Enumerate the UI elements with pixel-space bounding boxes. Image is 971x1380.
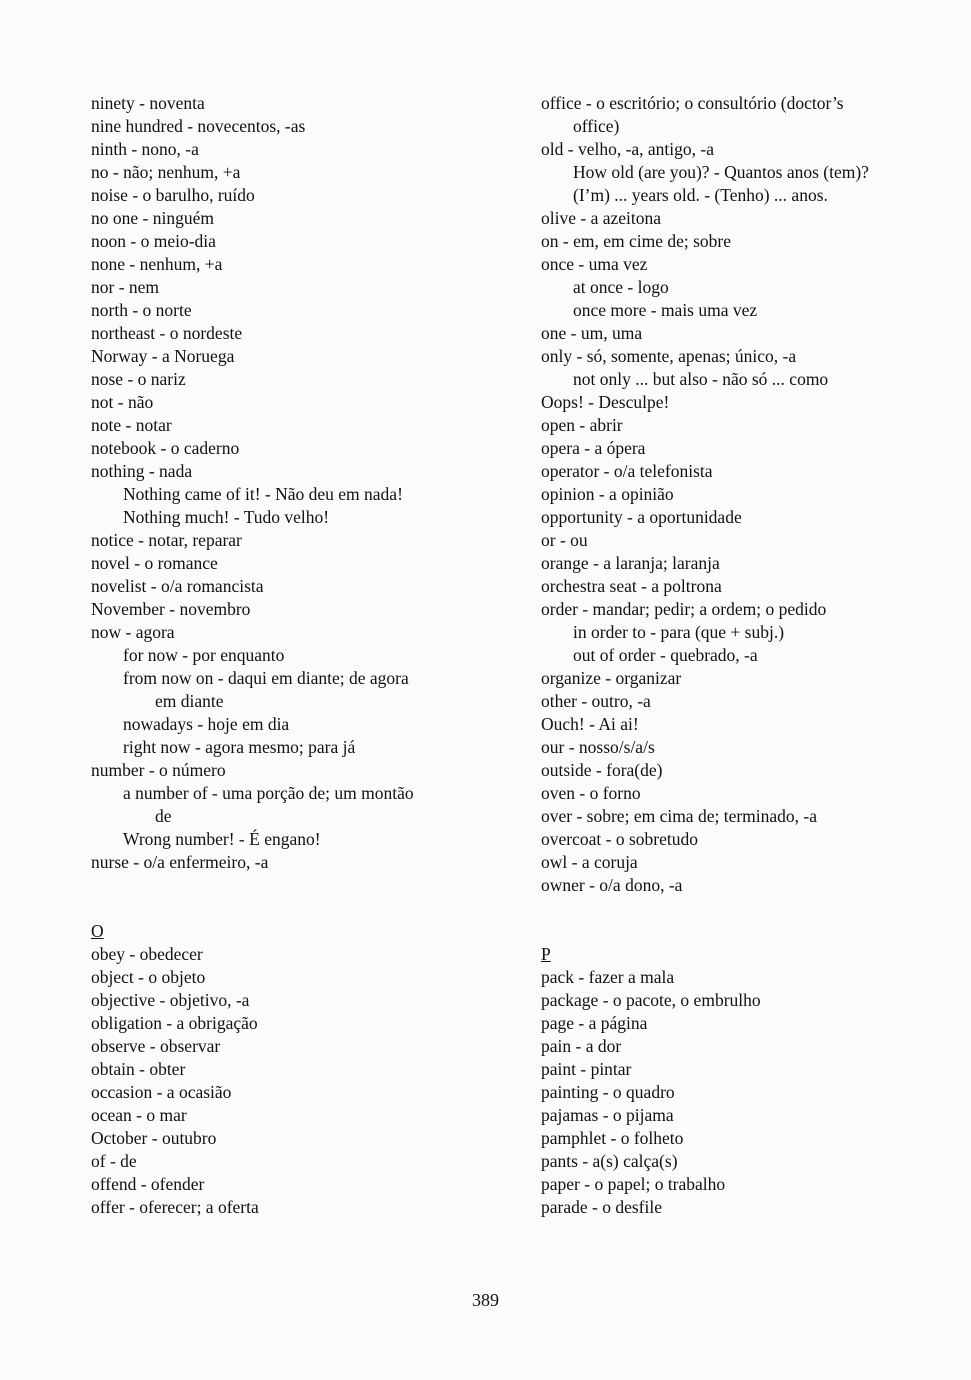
dictionary-entry: outside - fora(de) bbox=[541, 760, 663, 780]
blank-line bbox=[541, 897, 961, 920]
dictionary-entry: on - em, em cime de; sobre bbox=[541, 231, 732, 251]
dictionary-entry: over - sobre; em cima de; terminado, -a bbox=[541, 806, 818, 826]
dictionary-entry: northeast - o nordeste bbox=[91, 323, 243, 343]
dictionary-entry: notebook - o caderno bbox=[91, 438, 240, 458]
dictionary-entry: nothing - nada bbox=[91, 461, 193, 481]
dictionary-entry: novel - o romance bbox=[91, 553, 218, 573]
dictionary-entry: owner - o/a dono, -a bbox=[541, 875, 683, 895]
dictionary-entry: obtain - obter bbox=[91, 1059, 186, 1079]
dictionary-entry: Oops! - Desculpe! bbox=[541, 392, 670, 412]
dictionary-entry: Ouch! - Ai ai! bbox=[541, 714, 639, 734]
dictionary-entry: order - mandar; pedir; a ordem; o pedido bbox=[541, 599, 827, 619]
right-column bbox=[541, 92, 961, 1219]
dictionary-entry: pamphlet - o folheto bbox=[541, 1128, 684, 1148]
dictionary-entry: opinion - a opinião bbox=[541, 484, 674, 504]
dictionary-entry: now - agora bbox=[91, 622, 175, 642]
sub-entry: nowadays - hoje em dia bbox=[123, 714, 290, 734]
blank-line bbox=[91, 897, 511, 920]
dictionary-entry: organize - organizar bbox=[541, 668, 682, 688]
sub-entry: a number of - uma porção de; um montão bbox=[123, 783, 414, 803]
sub-entry: Nothing came of it! - Não deu em nada! bbox=[123, 484, 403, 504]
dictionary-entry: or - ou bbox=[541, 530, 588, 550]
dictionary-entry: offend - ofender bbox=[91, 1174, 205, 1194]
dictionary-entry: only - só, somente, apenas; único, -a bbox=[541, 346, 797, 366]
dictionary-entry: ocean - o mar bbox=[91, 1105, 187, 1125]
dictionary-entry: nurse - o/a enfermeiro, -a bbox=[91, 852, 269, 872]
dictionary-entry: parade - o desfile bbox=[541, 1197, 662, 1217]
blank-line bbox=[91, 874, 511, 897]
sub-entry: out of order - quebrado, -a bbox=[573, 645, 758, 665]
dictionary-entry: nose - o nariz bbox=[91, 369, 186, 389]
dictionary-entry: nor - nem bbox=[91, 277, 160, 297]
dictionary-entry: occasion - a ocasião bbox=[91, 1082, 232, 1102]
dictionary-entry: noise - o barulho, ruído bbox=[91, 185, 255, 205]
dictionary-entry: no one - ninguém bbox=[91, 208, 214, 228]
sub-entry: once more - mais uma vez bbox=[573, 300, 758, 320]
sub-entry: Nothing much! - Tudo velho! bbox=[123, 507, 330, 527]
dictionary-entry: obey - obedecer bbox=[91, 944, 203, 964]
dictionary-entry: none - nenhum, +a bbox=[91, 254, 223, 274]
sub-entry: office) bbox=[573, 116, 620, 136]
sub-entry: (I’m) ... years old. - (Tenho) ... anos. bbox=[573, 185, 828, 205]
dictionary-entry: of - de bbox=[91, 1151, 137, 1171]
section-letter-heading: O bbox=[91, 921, 104, 941]
dictionary-entry: our - nosso/s/a/s bbox=[541, 737, 655, 757]
dictionary-entry: note - notar bbox=[91, 415, 172, 435]
section-letter-heading: P bbox=[541, 944, 551, 964]
dictionary-entry: noon - o meio-dia bbox=[91, 231, 216, 251]
sub-entry: from now on - daqui em diante; de agora bbox=[123, 668, 409, 688]
dictionary-entry: object - o objeto bbox=[91, 967, 206, 987]
dictionary-entry: once - uma vez bbox=[541, 254, 648, 274]
dictionary-entry: pants - a(s) calça(s) bbox=[541, 1151, 678, 1171]
sub-entry: for now - por enquanto bbox=[123, 645, 285, 665]
sub-entry: de bbox=[155, 806, 172, 826]
dictionary-entry: page - a página bbox=[541, 1013, 648, 1033]
dictionary-entry: October - outubro bbox=[91, 1128, 217, 1148]
dictionary-entry: north - o norte bbox=[91, 300, 192, 320]
dictionary-entry: pajamas - o pijama bbox=[541, 1105, 674, 1125]
dictionary-entry: other - outro, -a bbox=[541, 691, 651, 711]
dictionary-entry: notice - notar, reparar bbox=[91, 530, 242, 550]
left-column bbox=[91, 92, 511, 1219]
dictionary-entry: pack - fazer a mala bbox=[541, 967, 675, 987]
dictionary-entry: no - não; nenhum, +a bbox=[91, 162, 241, 182]
dictionary-entry: paint - pintar bbox=[541, 1059, 632, 1079]
dictionary-entry: ninety - noventa bbox=[91, 93, 205, 113]
dictionary-entry: obligation - a obrigação bbox=[91, 1013, 258, 1033]
dictionary-entry: overcoat - o sobretudo bbox=[541, 829, 698, 849]
dictionary-entry: novelist - o/a romancista bbox=[91, 576, 264, 596]
blank-line bbox=[541, 920, 961, 943]
sub-entry: not only ... but also - não só ... como bbox=[573, 369, 829, 389]
dictionary-entry: opportunity - a oportunidade bbox=[541, 507, 742, 527]
dictionary-entry: nine hundred - novecentos, -as bbox=[91, 116, 306, 136]
dictionary-entry: painting - o quadro bbox=[541, 1082, 675, 1102]
dictionary-entry: November - novembro bbox=[91, 599, 251, 619]
dictionary-entry: offer - oferecer; a oferta bbox=[91, 1197, 259, 1217]
dictionary-entry: package - o pacote, o embrulho bbox=[541, 990, 761, 1010]
dictionary-entry: pain - a dor bbox=[541, 1036, 622, 1056]
dictionary-entry: ninth - nono, -a bbox=[91, 139, 199, 159]
page-number: 389 bbox=[472, 1290, 499, 1310]
dictionary-entry: orchestra seat - a poltrona bbox=[541, 576, 722, 596]
sub-entry: Wrong number! - É engano! bbox=[123, 829, 321, 849]
dictionary-entry: office - o escritório; o consultório (doctor’s bbox=[541, 93, 844, 113]
dictionary-entry: not - não bbox=[91, 392, 154, 412]
dictionary-entry: owl - a coruja bbox=[541, 852, 638, 872]
dictionary-entry: open - abrir bbox=[541, 415, 623, 435]
dictionary-entry: number - o número bbox=[91, 760, 226, 780]
sub-entry: em diante bbox=[155, 691, 224, 711]
sub-entry: in order to - para (que + subj.) bbox=[573, 622, 785, 642]
dictionary-entry: observe - observar bbox=[91, 1036, 221, 1056]
dictionary-entry: opera - a ópera bbox=[541, 438, 646, 458]
dictionary-entry: Norway - a Noruega bbox=[91, 346, 235, 366]
dictionary-entry: orange - a laranja; laranja bbox=[541, 553, 720, 573]
dictionary-entry: objective - objetivo, -a bbox=[91, 990, 250, 1010]
sub-entry: How old (are you)? - Quantos anos (tem)? bbox=[573, 162, 869, 182]
dictionary-entry: paper - o papel; o trabalho bbox=[541, 1174, 726, 1194]
dictionary-entry: one - um, uma bbox=[541, 323, 643, 343]
sub-entry: right now - agora mesmo; para já bbox=[123, 737, 356, 757]
dictionary-entry: oven - o forno bbox=[541, 783, 641, 803]
dictionary-entry: old - velho, -a, antigo, -a bbox=[541, 139, 715, 159]
dictionary-entry: olive - a azeitona bbox=[541, 208, 662, 228]
sub-entry: at once - logo bbox=[573, 277, 669, 297]
dictionary-entry: operator - o/a telefonista bbox=[541, 461, 713, 481]
